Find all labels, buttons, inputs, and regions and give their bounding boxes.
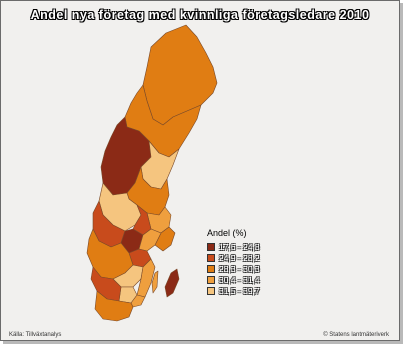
legend-swatch [207,287,215,295]
legend-label: 30,4 - 31,4 [219,274,260,285]
legend-item [207,274,260,285]
legend-swatch [207,254,215,262]
legend-label: 17,6 - 24,8 [219,241,260,252]
legend-label: 24,9 - 28,2 [219,252,260,263]
map-title: Andel nya företag med kvinnliga företagsledare 2010 [30,8,370,22]
legend-item [207,241,260,252]
legend-label: 31,5 - 39,7 [219,285,260,296]
legend-item [207,285,260,296]
source-note: Källa: Tillväxtanalys [9,332,62,338]
legend-label: 28,3 - 30,3 [219,263,260,274]
copyright-note: © Statens lantmäteriverk [323,332,389,338]
sweden-map [1,1,401,342]
legend-swatch [207,243,215,251]
legend-swatch [207,276,215,284]
legend-item [207,263,260,274]
map-legend [207,228,260,296]
legend-title: Andel (%) [207,228,247,238]
region-gotland [165,269,179,297]
legend-item [207,252,260,263]
region-norrbotten [143,25,217,125]
legend-swatch [207,265,215,273]
